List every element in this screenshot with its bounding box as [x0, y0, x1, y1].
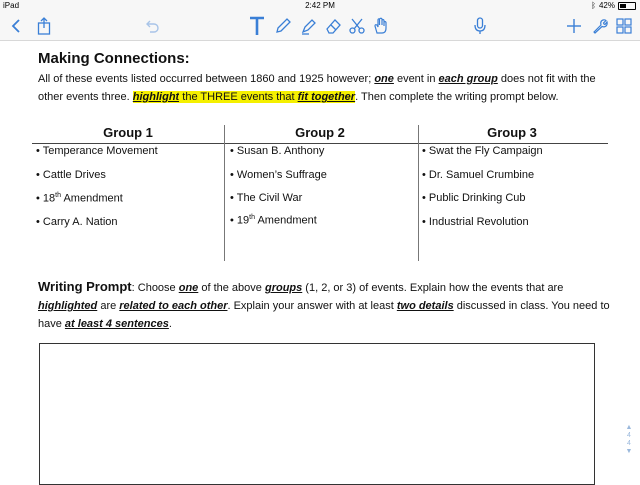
scissors-tool-icon[interactable] — [346, 12, 368, 40]
scroll-up-icon[interactable]: ▲ — [625, 424, 633, 431]
emphasis-related: related to each other — [119, 300, 228, 312]
emphasis-each-group: each group — [438, 73, 498, 85]
device-name: iPad — [3, 1, 20, 10]
toolbar — [0, 12, 640, 41]
battery-fill — [620, 4, 626, 8]
clock: 2:42 PM — [305, 1, 335, 10]
list-item: • 19th Amendment — [230, 214, 317, 227]
list-item: • Dr. Samuel Crumbine — [422, 169, 535, 181]
page-scroller[interactable] — [624, 424, 634, 456]
microphone-icon[interactable] — [470, 12, 490, 40]
scroll-down-icon[interactable]: ▼ — [625, 448, 633, 455]
total-pages: 4 — [627, 440, 631, 447]
list-item: • The Civil War — [230, 192, 303, 204]
writing-prompt-label: Writing Prompt — [38, 279, 132, 294]
highlighter-tool-icon[interactable] — [298, 12, 320, 40]
emphasis-one: one — [178, 282, 199, 294]
instructions-text: event in — [393, 73, 439, 85]
list-item: • Susan B. Anthony — [230, 145, 325, 157]
prompt-text: of the above — [198, 282, 265, 294]
list-item: • Temperance Movement — [36, 145, 158, 157]
list-item: • 18th Amendment — [36, 192, 123, 205]
emphasis-highlight: highlight — [132, 91, 180, 103]
status-right — [591, 1, 636, 10]
group-1-heading: Group 1 — [103, 125, 153, 140]
prompt-text: . Explain your answer with at least — [227, 300, 397, 312]
highlighted-text: the THREE events that — [179, 91, 298, 103]
emphasis-two-details: two details — [396, 300, 454, 312]
group-2-heading: Group 2 — [295, 125, 345, 140]
instructions-text: does not fit with the other events three. — [38, 73, 596, 103]
prompt-text: : Choose — [131, 282, 179, 294]
pages-icon[interactable] — [614, 12, 634, 40]
list-item: • Cattle Drives — [36, 169, 106, 181]
emphasis-at-least: at least 4 sentences — [64, 318, 169, 330]
list-item: • Industrial Revolution — [422, 216, 529, 228]
battery-percent: 42% — [598, 1, 615, 10]
current-page: 4 — [627, 432, 631, 439]
table-header-rule — [32, 143, 608, 144]
emphasis-fit-together: fit together — [297, 91, 356, 103]
list-item: • Swat the Fly Campaign — [422, 145, 543, 157]
bluetooth-icon: ᛒ — [591, 1, 596, 10]
back-icon[interactable] — [6, 12, 26, 40]
share-icon[interactable] — [34, 12, 54, 40]
instructions-text: . Then complete the writing prompt below. — [355, 91, 559, 103]
list-item: • Public Drinking Cub — [422, 192, 526, 204]
emphasis-groups: groups — [264, 282, 303, 294]
prompt-text: (1, 2, or 3) of events. Explain how the events that are — [302, 282, 564, 294]
writing-prompt — [38, 278, 610, 333]
emphasis-highlighted: highlighted — [38, 300, 98, 312]
instructions-text: All of these events listed occurred between 1860 and 1925 however; — [38, 73, 375, 85]
emphasis-one: one — [374, 73, 394, 85]
group-3-heading: Group 3 — [487, 125, 537, 140]
column-divider — [224, 125, 225, 261]
status-bar — [0, 0, 640, 12]
list-item: • Carry A. Nation — [36, 216, 118, 228]
undo-icon[interactable] — [142, 12, 162, 40]
settings-icon[interactable] — [590, 12, 610, 40]
answer-box[interactable] — [39, 343, 595, 485]
prompt-text: discussed in class. You need to have — [38, 300, 610, 330]
hand-tool-icon[interactable] — [370, 12, 392, 40]
battery-icon — [618, 2, 636, 10]
prompt-text: are — [97, 300, 120, 312]
add-icon[interactable] — [564, 12, 584, 40]
instructions — [38, 70, 610, 106]
worksheet-title: Making Connections: — [38, 50, 190, 67]
list-item: • Women’s Suffrage — [230, 169, 327, 181]
groups-table — [32, 125, 608, 261]
eraser-tool-icon[interactable] — [322, 12, 344, 40]
text-tool-icon[interactable] — [246, 12, 268, 40]
column-divider — [418, 125, 419, 261]
prompt-text: . — [168, 318, 172, 330]
pen-tool-icon[interactable] — [272, 12, 294, 40]
